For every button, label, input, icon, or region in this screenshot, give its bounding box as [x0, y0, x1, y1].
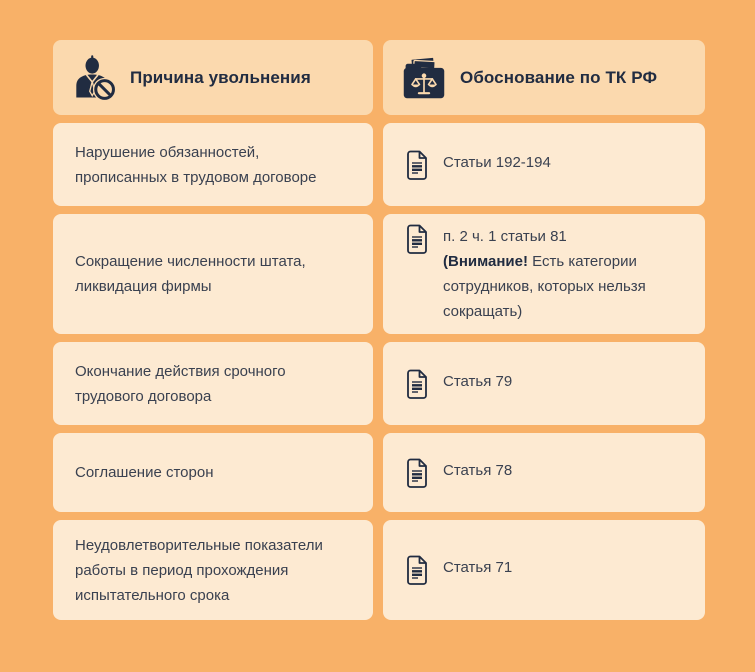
header-basis-card [383, 40, 705, 115]
reason-text: Нарушение обязанностей, прописанных в трудовом договоре [75, 143, 317, 186]
basis-note [443, 249, 663, 324]
basis-note-rest: Есть категории сотрудников, которых нельзя сокращать) [443, 253, 646, 320]
basis-card [383, 433, 705, 512]
basis-text [443, 224, 663, 324]
basis-text: Статьи 192-194 [443, 153, 551, 171]
document-icon [404, 224, 430, 254]
header-basis-label: Обоснование по ТК РФ [460, 67, 658, 87]
basis-article: п. 2 ч. 1 статьи 81 [443, 228, 567, 245]
reason-text: Неудовлетворительные показатели работы в период прохождения испытательного срока [75, 536, 323, 604]
basis-card [383, 342, 705, 425]
reason-text: Окончание действия срочного трудового договора [75, 362, 286, 405]
header-reason-card [53, 40, 373, 115]
header-reason-label: Причина увольнения [130, 67, 311, 87]
reason-card [53, 123, 373, 206]
basis-card [383, 520, 705, 620]
basis-text: Статья 71 [443, 559, 513, 576]
basis-card [383, 123, 705, 206]
document-icon [404, 555, 430, 585]
document-icon [404, 150, 430, 180]
dismissed-employee-icon [71, 54, 117, 102]
reason-card [53, 342, 373, 425]
document-icon [404, 458, 430, 488]
basis-text: Статья 78 [443, 461, 513, 479]
document-icon [404, 369, 430, 399]
comparison-table [53, 40, 705, 620]
reason-card [53, 214, 373, 334]
basis-card [383, 214, 705, 334]
reason-text: Сокращение численности штата, ликвидация фирмы [75, 253, 306, 295]
reason-card [53, 520, 373, 620]
reason-card [53, 433, 373, 512]
reason-text: Соглашение сторон [75, 464, 214, 481]
basis-note-attention: (Внимание! [443, 253, 528, 270]
labor-code-folder-icon [401, 56, 447, 100]
basis-text: Статья 79 [443, 372, 513, 390]
